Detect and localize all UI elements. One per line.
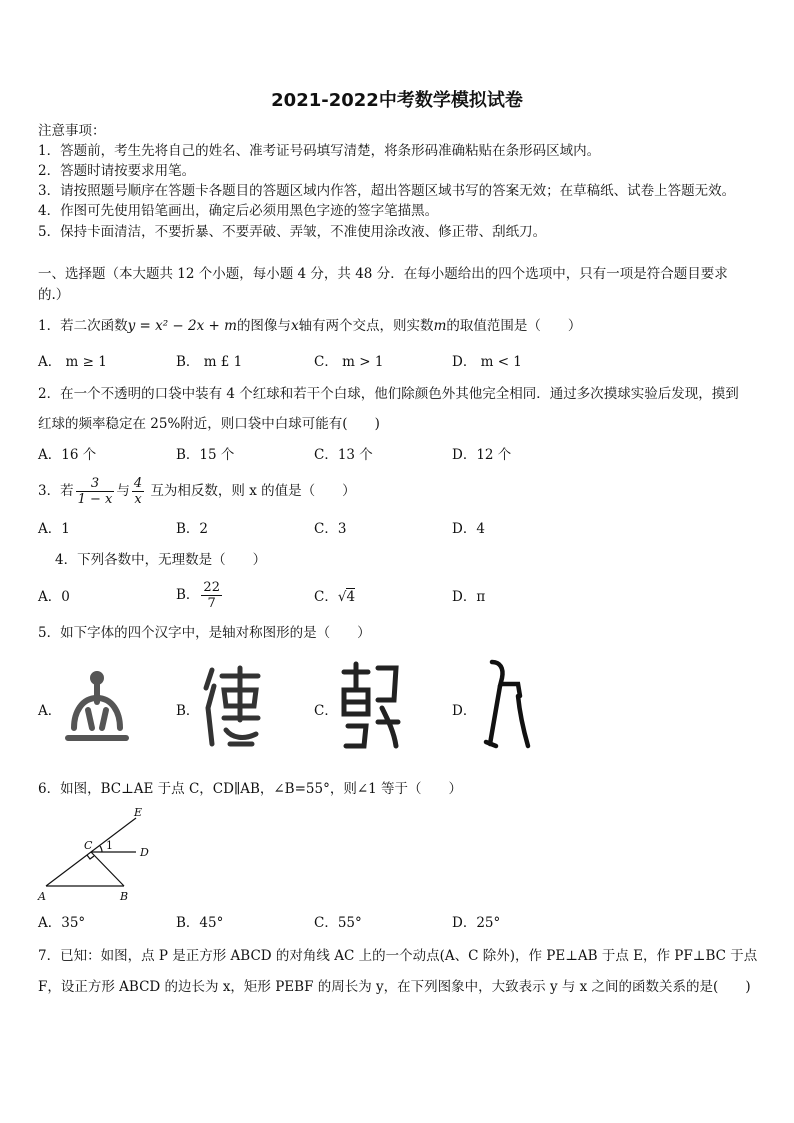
q5-option-c[interactable]: C． xyxy=(314,703,338,719)
q2-option-c[interactable]: C．13 个 xyxy=(314,447,373,463)
q1-tail: 的取值范围是（ ） xyxy=(446,318,582,334)
q1-post: 轴有两个交点，则实数 xyxy=(298,318,434,334)
q6-option-c[interactable]: C．55° xyxy=(314,915,362,931)
q2-option-a[interactable]: A．16 个 xyxy=(38,447,97,463)
q1-mid: 的图像与 xyxy=(236,318,291,334)
q4-option-b-numerator: 22 xyxy=(203,580,220,595)
q4-option-b-fraction xyxy=(201,580,222,611)
sqrt-icon: √ xyxy=(337,589,347,605)
q4-option-b-denominator: 7 xyxy=(207,596,216,611)
q4-option-c-label: C． xyxy=(314,589,338,605)
question-4-stem: 4．下列各数中，无理数是（ ） xyxy=(55,552,267,568)
q2-option-b[interactable]: B．15 个 xyxy=(176,447,235,463)
q3-option-c[interactable]: C．3 xyxy=(314,521,347,537)
q4-option-b[interactable] xyxy=(176,577,224,613)
seal-glyph-a-image xyxy=(62,668,132,748)
section-heading-line1: 一、选择题（本大题共 12 个小题，每小题 4 分，共 48 分．在每小题给出的四个选项中，只有一项是符合题目要求 xyxy=(38,266,728,282)
q5-option-d[interactable]: D． xyxy=(452,703,477,719)
notice-item-3: 3．请按照题号顺序在答题卡各题目的答题区域内作答，超出答题区域书写的答案无效；在草稿纸、试卷上答题无效。 xyxy=(38,183,736,199)
label-C: C xyxy=(84,839,93,852)
q4-option-b-label: B． xyxy=(176,587,200,603)
q1-option-b[interactable]: B． m £ 1 xyxy=(176,354,243,370)
label-B: B xyxy=(120,890,129,903)
notice-item-4: 4．作图可先使用铅笔画出，确定后必须用黑色字迹的签字笔描黑。 xyxy=(38,203,439,219)
q6-option-b[interactable]: B．45° xyxy=(176,915,224,931)
question-6-stem: 6．如图，BC⊥AE 于点 C，CD∥AB，∠B=55°，则∠1 等于（ ） xyxy=(38,781,463,797)
notice-heading: 注意事项： xyxy=(38,123,106,139)
question-2-line1: 2．在一个不透明的口袋中装有 4 个红球和若干个白球，他们除颜色外其他完全相同．通过多次摸球实验后发现，摸到 xyxy=(38,386,739,402)
notice-item-5: 5．保持卡面清洁，不要折暴、不要弄破、弄皱，不准使用涂改液、修正带、刮纸刀。 xyxy=(38,224,547,240)
label-D: D xyxy=(140,846,149,859)
notice-item-1: 1．答题前，考生先将自己的姓名、准考证号码填写清楚，将条形码准确粘贴在条形码区域内。 xyxy=(38,143,601,159)
q1-expression: y = x² − 2x + m xyxy=(127,318,237,334)
q3-fraction-1-denominator: 1 − x xyxy=(77,492,113,507)
q4-option-c[interactable] xyxy=(314,588,355,606)
q1-option-d[interactable]: D． m < 1 xyxy=(452,354,522,370)
q3-fraction-2-numerator: 4 xyxy=(133,476,143,491)
question-2-line2: 红球的频率稳定在 25%附近，则口袋中白球可能有( ) xyxy=(38,416,380,432)
q4-option-c-radicand: 4 xyxy=(346,589,356,605)
q1-option-a[interactable]: A． m ≥ 1 xyxy=(38,354,107,370)
question-5-stem: 5．如下字体的四个汉字中，是轴对称图形的是（ ） xyxy=(38,625,371,641)
q6-option-d[interactable]: D．25° xyxy=(452,915,501,931)
q3-pre: 3．若 xyxy=(38,483,74,499)
q2-option-d[interactable]: D．12 个 xyxy=(452,447,512,463)
page-title: 2021-2022中考数学模拟试卷 xyxy=(271,90,523,111)
right-angle-mark xyxy=(87,855,94,859)
question-7-line2: F，设正方形 ABCD 的边长为 x，矩形 PEBF 的周长为 y，在下列图象中，大致表示 y 与 x 之间的函数关系的是( ) xyxy=(38,979,751,995)
label-E: E xyxy=(134,806,143,819)
q3-option-a[interactable]: A．1 xyxy=(38,521,70,537)
question-3-stem xyxy=(38,474,356,508)
q5-option-b[interactable]: B． xyxy=(176,703,200,719)
q1-option-c[interactable]: C． m > 1 xyxy=(314,354,384,370)
q5-option-a[interactable]: A． xyxy=(38,703,62,719)
q1-pre: 1．若二次函数 xyxy=(38,318,128,334)
section-heading-line2: 的.） xyxy=(38,287,70,303)
q3-mid: 与 xyxy=(116,483,130,499)
q1-var-x: x xyxy=(290,318,299,334)
q3-option-d[interactable]: D．4 xyxy=(452,521,485,537)
angle-1-arc xyxy=(100,846,102,852)
seal-glyph-d-image xyxy=(480,656,534,752)
q4-option-d[interactable]: D．π xyxy=(452,589,486,605)
q3-fraction-2 xyxy=(132,476,144,507)
q3-post: 互为相反数，则 x 的值是（ ） xyxy=(150,483,356,499)
q6-option-a[interactable]: A．35° xyxy=(38,915,86,931)
q6-geometry-figure xyxy=(36,806,166,906)
question-1-stem xyxy=(38,317,581,335)
q3-option-b[interactable]: B．2 xyxy=(176,521,209,537)
q4-option-a[interactable]: A．0 xyxy=(38,589,70,605)
q1-var-m: m xyxy=(433,318,447,334)
q3-fraction-2-denominator: x xyxy=(134,492,142,507)
line-CB xyxy=(91,852,124,886)
label-A: A xyxy=(38,890,46,903)
notice-item-2: 2．答题时请按要求用笔。 xyxy=(38,163,196,179)
question-7-line1: 7．已知：如图，点 P 是正方形 ABCD 的对角线 AC 上的一个动点(A、C 除外)，作 PE⊥AB 于点 E，作 PF⊥BC 于点 xyxy=(38,948,758,964)
seal-glyph-b-image xyxy=(200,660,264,752)
label-1: 1 xyxy=(106,839,113,852)
seal-glyph-c-image xyxy=(338,660,402,752)
q3-fraction-1 xyxy=(76,476,115,507)
q3-fraction-1-numerator: 3 xyxy=(76,476,115,492)
